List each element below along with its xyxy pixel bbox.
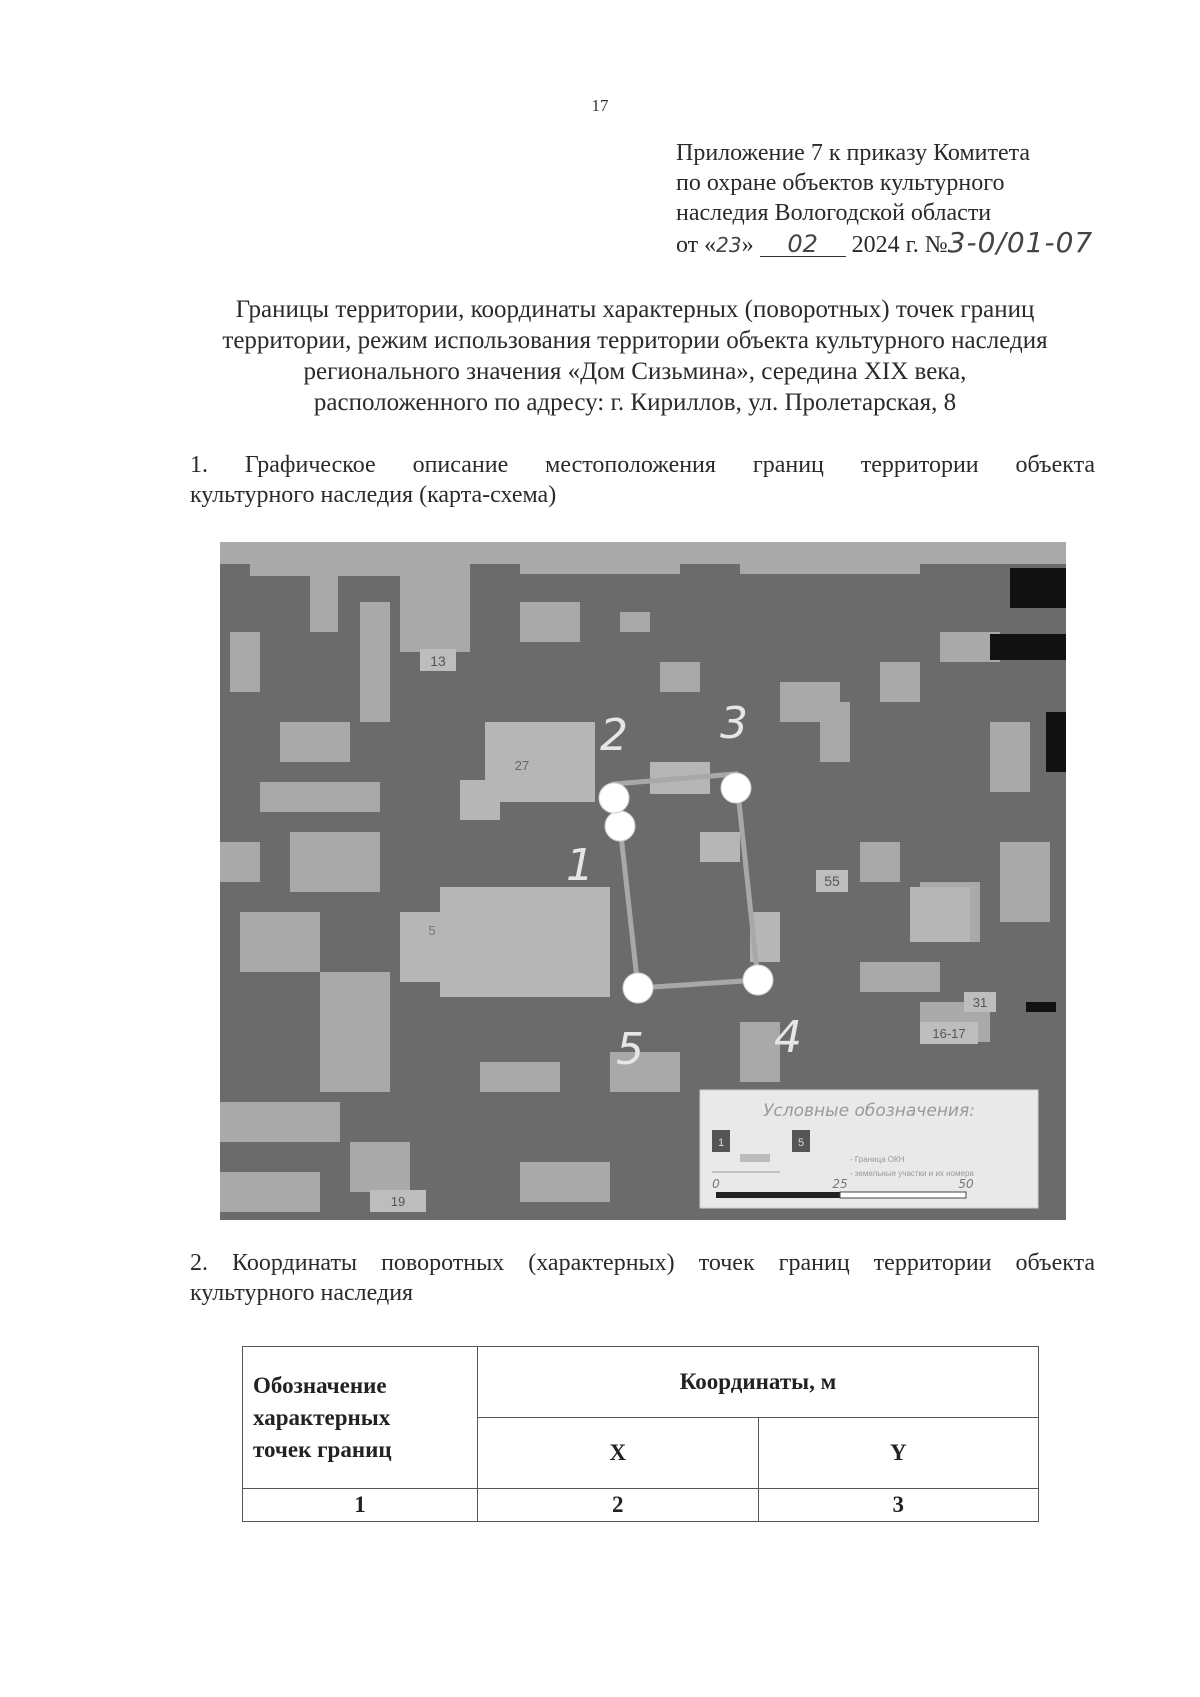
title-line: расположенного по адресу: г. Кириллов, ул. Пролетарская, 8: [313, 389, 957, 416]
scale-label: 50: [958, 1177, 974, 1191]
boundary-point-2: [599, 783, 629, 813]
document-title: [170, 294, 1100, 418]
point-label-3: 3: [720, 698, 748, 749]
header-y: Y: [758, 1418, 1039, 1489]
order-number: 3-0/01-07: [947, 226, 1094, 259]
header-line: Обозначение: [253, 1372, 387, 1398]
table-row: [243, 1489, 1039, 1522]
building: [440, 887, 610, 997]
boundary-point-4: [743, 965, 773, 995]
building-number: 55: [824, 873, 840, 889]
column-number: 3: [758, 1489, 1039, 1522]
appendix-header: [676, 138, 1146, 260]
section-1-heading: [190, 450, 1095, 510]
building-number: 31: [972, 995, 988, 1010]
scale-label: 0: [712, 1177, 720, 1191]
scale-bar-light: [840, 1192, 966, 1198]
appendix-line: Приложение 7 к приказу Комитета: [676, 140, 1031, 166]
appendix-line: наследия Вологодской области: [676, 200, 992, 226]
header-point-designation: [243, 1347, 478, 1489]
boundary-point-5: [623, 973, 653, 1003]
title-line: регионального значения «Дом Сизьмина», середина XIX века,: [303, 358, 967, 385]
building: [910, 887, 970, 942]
legend-swatch-5-label: 5: [797, 1137, 805, 1149]
header-coordinates: Координаты, м: [478, 1347, 1039, 1418]
date-month: 02: [760, 232, 846, 257]
section-line: культурного наследия: [190, 1280, 414, 1306]
building-number: 16-17: [932, 1026, 966, 1041]
appendix-line: по охране объектов культурного: [676, 170, 1005, 196]
building-number: 19: [390, 1194, 406, 1209]
point-label-1: 1: [566, 840, 594, 891]
title-line: Границы территории, координаты характерных (поворотных) точек границ: [235, 296, 1035, 323]
date-prefix: от «: [676, 232, 717, 258]
header-line: точек границ: [253, 1436, 392, 1462]
section-line: 1. Графическое описание местоположения границ территории объекта: [190, 452, 1095, 478]
map-legend: [700, 1090, 1038, 1208]
header-line: характерных: [253, 1404, 391, 1430]
section-line: культурного наследия (карта-схема): [190, 482, 557, 508]
column-number: 1: [243, 1489, 478, 1522]
appendix-date-line: [676, 228, 1146, 260]
legend-item-1-label: - Граница ОКН: [850, 1155, 905, 1164]
building: [460, 780, 500, 820]
header-x: X: [478, 1418, 759, 1489]
legend-swatch-1-label: 1: [717, 1137, 725, 1149]
coordinates-table: [242, 1346, 1039, 1522]
title-line: территории, режим использования территории объекта культурного наследия: [222, 327, 1048, 354]
column-number: 2: [478, 1489, 759, 1522]
building: [485, 722, 595, 802]
scale-label: 25: [832, 1177, 848, 1191]
point-label-4: 4: [774, 1012, 802, 1063]
boundary-point-3: [721, 773, 751, 803]
building-number: 5: [428, 923, 436, 938]
date-day: 23: [716, 233, 742, 257]
building-number: 13: [430, 653, 446, 669]
scale-bar-dark: [716, 1192, 840, 1198]
legend-title: Условные обозначения:: [763, 1101, 975, 1121]
point-label-5: 5: [616, 1024, 644, 1075]
legend-boundary-swatch: [740, 1154, 770, 1162]
building: [700, 832, 740, 862]
building-number: 27: [514, 758, 530, 773]
page-number: 17: [591, 96, 609, 115]
section-line: 2. Координаты поворотных (характерных) точек границ территории объекта: [190, 1250, 1095, 1276]
site-plan-map: [220, 542, 1066, 1220]
legend-item-2-label: - земельные участки и их номера: [850, 1169, 974, 1178]
date-year: 2024 г. №: [851, 232, 948, 258]
section-2-heading: [190, 1248, 1095, 1308]
point-label-2: 2: [600, 710, 628, 761]
boundary-point-1: [605, 811, 635, 841]
date-quote-close: »: [741, 232, 754, 258]
